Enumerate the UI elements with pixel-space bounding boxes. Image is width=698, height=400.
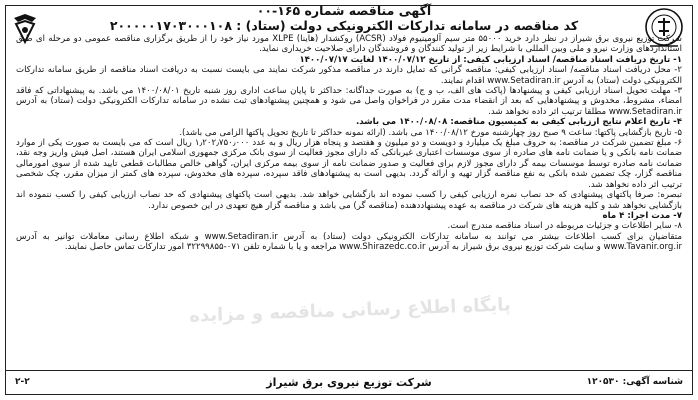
- tender-header: [60, 3, 628, 34]
- watermark-text: پایگاه اطلاع رسانی مناقصه و مزایده: [188, 294, 512, 327]
- intro-paragraph: شرکت توزیع نیروی برق شیراز در نظر دارد خرید ۵۵۰۰۰ متر سیم آلومینیوم فولاد (ACSR) روکشدار (هاینا) XLPE مورد نیاز خود را از طریق برگزاری مناقصه عمومی دو مرحله ای طبق استانداردهای وزارت نیرو و ملی وبین المللی با شرایط زیر از تولید کنندگان و فروشندگان دارای صلاحیت خریداری نماید.: [16, 34, 682, 55]
- item-6: ۶- مبلغ تضمین شرکت در مناقصه: به حروف مبلغ یک میلیارد و دویست و دو میلیون و هفتصد و پنجاه هزار ریال و به عدد ۱٫۲۰۲٫۷۵۰٫۰۰۰ ریال است که می بایست به صورت یکی از موارد ضمانت نامه بانکی و یا ضمانت نامه های صادره از سوی موسسات اعتباری غیربانکی که دارای مجوز فعالیت از سوی بانک مرکزی جمهوری اسلامی ایران هستند، اصل فیش واریز وجه نقد، ضمانت نامه صادره توسط موسسات بیمه گر دارای مجوز لازم برای فعالیت و صدور ضمانت نامه از سوی بیمه مرکزی ایران، گواهی خالص مطالبات قطعی تایید شده از سوی امورمالی مناقصه گزار، چک تضمین شده بانکی به نفع مناقصه گزار تهیه و ارائه گردد. بدیهی است به پیشنهادهای فاقد سپرده، سپرده های مخدوش، سپرده های کمتر از میزان مقرر، چک شخصی ترتیب اثر داده نخواهد شد.: [16, 138, 682, 190]
- item-8: ۸- سایر اطلاعات و جزئیات مربوطه در اسناد مناقصه مندرج است.: [447, 221, 682, 232]
- page-number: ۲-۲: [15, 377, 30, 387]
- item-2: ۲- محل دریافت اسناد مناقصه/ اسناد ارزیابی کیفی: مناقصه گرانی که تمایل دارند در مناقصه مذکور شرکت نمایند می بایست نسبت به دریافت اسناد مناقصه از طریق سامانه تدارکات الکترونیکی دولت (ستاد) به آدرس www.Setadiran.ir اقدام نمایند.: [16, 65, 682, 86]
- item-4: ۴- تاریخ اعلام نتایج ارزیابی کیفی به کمیسیون مناقصه: ۱۴۰۰/۰۸/۰۸ می باشد.: [355, 117, 682, 128]
- item-1: ۱- تاریخ دریافت اسناد مناقصه/ اسناد ارزیابی کیفی: از تاریخ ۱۴۰۰/۰۷/۱۲ لغایت ۱۴۰۰/۰۷/۱۷: [299, 54, 682, 65]
- tender-code: کد مناقصه در سامانه تدارکات الکترونیکی دولت (ستاد) : ۲۰۰۰۰۰۱۷۰۳۰۰۰۱۰۸: [109, 18, 579, 33]
- company-name: شرکت توزیع نیروی برق شیراز: [266, 376, 432, 389]
- footer-bar: [5, 370, 693, 395]
- tender-body: [16, 34, 682, 253]
- tender-title: آگهی مناقصه شماره ۱۶۵-۰۰: [256, 3, 432, 18]
- ad-code: شناسه آگهی: ۱۲۰۵۳۰: [586, 377, 683, 387]
- item-7: ۷- مدت اجرا: ۴ ماه: [602, 210, 682, 221]
- item-3: ۳- مهلت تحویل اسناد ارزیابی کیفی و پیشنهادها (پاکت های الف، ب و ج) به صورت جداگانه: حداکثر تا پایان ساعت اداری روز شنبه تاریخ ۱۴۰۰/۰۸/۰۱ می باشد. به پیشنهاداتی که فاقد امضاء، مشروط، مخدوش و پیشنهادهایی که بعد از انقضاء مدت مقرر در فراخوان واصل می شود و همچنین پیشنهادهای ثبت نشده در سامانه تدارکات الکترونیکی دولت (ستاد) به آدرس www.Setadiran.ir مطلقا ترتیب اثر داده نخواهد شد.: [16, 86, 683, 117]
- item-5: ۵- تاریخ بازگشایی پاکتها: ساعت ۹ صبح روز چهارشنبه مورخ ۱۴۰۰/۰۸/۱۲ می باشد. (ارائه نمونه حداکثر تا تاریخ تحویل پاکتها الزامی می باشد).: [179, 127, 682, 138]
- note-paragraph: تبصره: صرفا پاکتهای پیشنهادی که حد نصاب نمره ارزیابی کیفی را کسب نموده اند بازگشایی خواهد شد. بدیهی است پاکتهای پیشنهادی که حد نصاب ارزیابی کیفی را کسب ننموده اند بازگشایی نخواهد شد و کلیه هزینه های شرکت در مناقصه به عهده پیشنهاددهنده (مناقصه گر) می باشد و مناقصه گزار هیچ تعهدی در این خصوص ندارد.: [16, 190, 682, 211]
- closing-paragraph: متقاضیان برای کسب اطلاعات بیشتر می توانند به سامانه تدارکات الکترونیکی دولت (ستاد) به آدرس www.Setadiran.ir و شبکه اطلاع رسانی معاملات توانیر به آدرس www.Tavanir.org.ir و سایت شرکت توزیع نیروی برق شیراز به آدرس www.Shirazedc.co.ir مراجعه و یا با شماره تلفن ۰۷۱-۳۲۲۹۹۸۵۵ امور تدارکات تماس حاصل نمایند.: [16, 231, 682, 253]
